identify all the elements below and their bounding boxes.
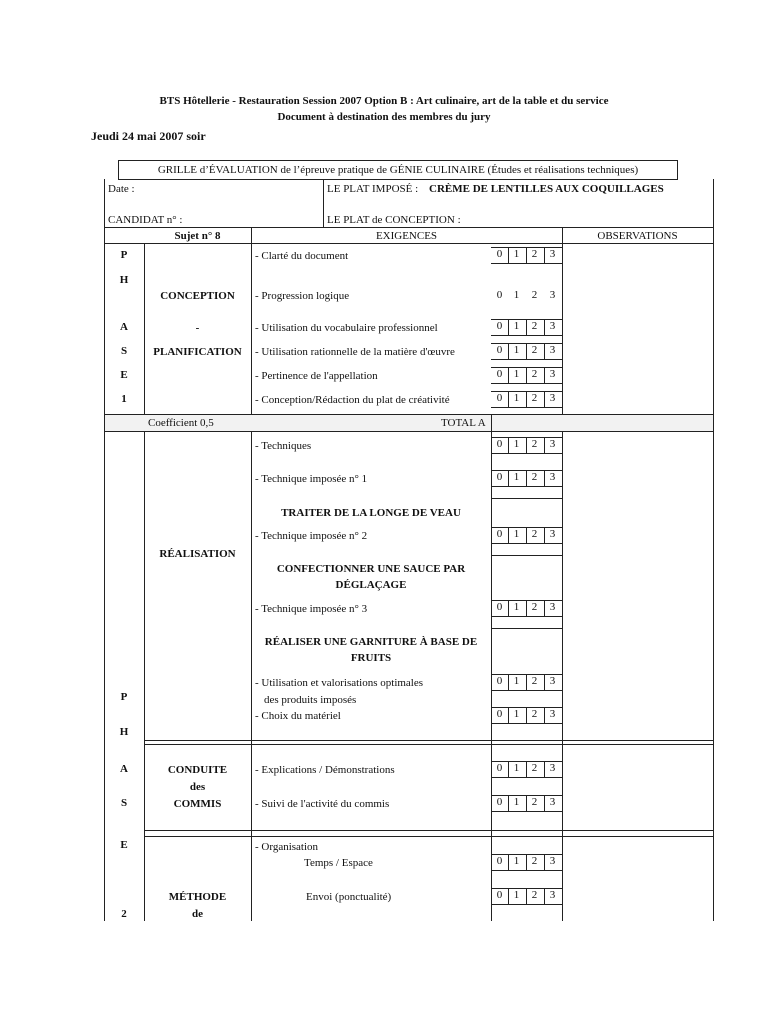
plat-conception-label: LE PLAT de CONCEPTION : [327,214,461,226]
document-header-line2: Document à destination des membres du jury [277,111,491,123]
technique-1-title: TRAITER DE LA LONGE DE VEAU [281,507,461,519]
score-box[interactable]: 0 1 2 3 [491,437,562,453]
criterion-temps-espace: Temps / Espace [304,857,373,869]
section-conduite-line2: des [189,781,206,793]
score-box[interactable]: 0 1 2 3 [491,527,562,543]
criterion-materiel: - Choix du matériel [255,710,341,722]
phase1-letter: A [120,321,128,333]
phase2-letter: 2 [121,908,127,920]
criterion-matiere: - Utilisation rationnelle de la matière d'œuvre [255,346,455,358]
section-methode-line1: MÉTHODE [168,891,227,903]
candidat-label: CANDIDAT n° : [108,214,183,226]
score-box[interactable]: 0 1 2 3 [491,247,562,263]
criterion-progression: - Progression logique [255,290,350,302]
score-box[interactable]: 0 1 2 3 [491,319,562,335]
phase2-letter: P [120,691,128,703]
phase2-letter: E [120,839,128,851]
score-box[interactable]: 0 1 2 3 [491,888,562,904]
criterion-utilisation-line1: - Utilisation et valorisations optimales [255,677,424,689]
exigences-header: EXIGENCES [375,230,438,242]
section-methode-line2: de [192,908,203,920]
criterion-suivi: - Suivi de l'activité du commis [255,798,390,810]
technique-2-title-line2: DÉGLAÇAGE [335,579,407,591]
score-box[interactable]: 0 1 2 3 [491,470,562,486]
technique-2-title-line1: CONFECTIONNER UNE SAUCE PAR [276,563,466,575]
total-a-label: TOTAL A [441,417,486,429]
criterion-envoi: Envoi (ponctualité) [306,891,392,903]
technique-3-title-line1: RÉALISER UNE GARNITURE À BASE DE [264,636,478,648]
phase1-letter: P [120,249,128,261]
coefficient-label: Coefficient 0,5 [148,417,214,429]
criterion-technique-3: - Technique imposée n° 3 [255,603,368,615]
exam-date: Jeudi 24 mai 2007 soir [91,129,206,143]
criterion-technique-1: - Technique imposée n° 1 [255,473,368,485]
score-box[interactable]: 0 1 2 3 [491,343,562,359]
phase1-letter: E [120,369,128,381]
phase1-letter: 1 [121,393,127,405]
criterion-utilisation-line2: des produits imposés [264,694,357,706]
date-label: Date : [108,183,135,195]
score-box[interactable]: 0 1 2 3 [491,854,562,870]
section-realisation: RÉALISATION [159,548,236,560]
phase1-letter: S [120,345,128,357]
document-header-line1: BTS Hôtellerie - Restauration Session 2007 Option B : Art culinaire, art de la table et du service [159,95,609,107]
section-conception: CONCEPTION [160,290,235,302]
grid-title-box [118,160,678,180]
criterion-organisation: - Organisation [255,841,319,853]
section-conduite-line1: CONDUITE [167,764,228,776]
phase1-letter: H [119,274,129,286]
section-planification: PLANIFICATION [153,346,242,358]
plat-impose-label: LE PLAT IMPOSÉ : [327,183,419,195]
phase2-letter: H [119,726,129,738]
criterion-technique-2: - Technique imposée n° 2 [255,530,368,542]
plat-impose-value: CRÈME DE LENTILLES AUX COQUILLAGES [429,183,664,195]
technique-3-title-line2: FRUITS [350,652,392,664]
phase2-letter: S [120,797,128,809]
section-dash: - [195,322,200,334]
score-box[interactable]: 0 1 2 3 [491,795,562,811]
sujet-number: Sujet n° 8 [174,230,221,242]
score-box[interactable]: 0 1 2 3 [491,600,562,616]
section-conduite-line3: COMMIS [173,798,222,810]
score-box[interactable]: 0 1 2 3 [496,289,556,301]
criterion-clarte: - Clarté du document [255,250,349,262]
score-box[interactable]: 0 1 2 3 [491,391,562,407]
phase2-letter: A [120,763,128,775]
criterion-redaction: - Conception/Rédaction du plat de créativité [255,394,450,406]
score-box[interactable]: 0 1 2 3 [491,761,562,777]
score-box[interactable]: 0 1 2 3 [491,367,562,383]
criterion-vocabulaire: - Utilisation du vocabulaire professionnel [255,322,438,334]
score-box[interactable]: 0 1 2 3 [491,674,562,690]
score-box[interactable]: 0 1 2 3 [491,707,562,723]
criterion-explications: - Explications / Démonstrations [255,764,395,776]
criterion-appellation: - Pertinence de l'appellation [255,370,378,382]
criterion-techniques: - Techniques [255,440,312,452]
grid-title: GRILLE d’ÉVALUATION de l’épreuve pratique de GÉNIE CULINAIRE (Études et réalisations techniques) [157,164,639,176]
observations-header: OBSERVATIONS [597,230,678,242]
